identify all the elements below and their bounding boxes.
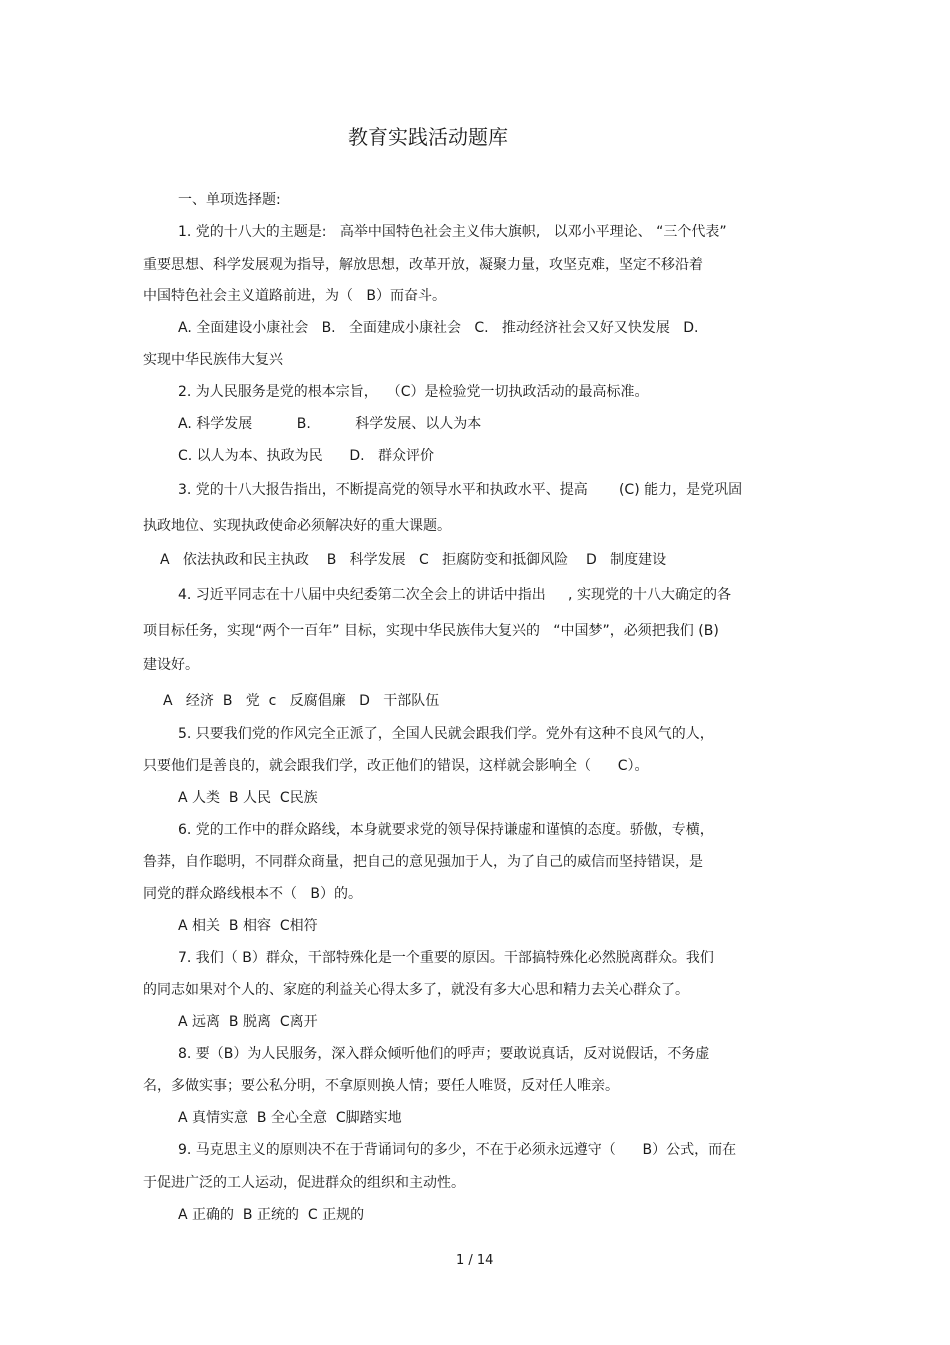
- text-line: 3. 党的十八大报告指出，不断提高党的领导水平和执政水平、提高 (C) 能力，是党巩固: [178, 482, 743, 498]
- text-line: 只要他们是善良的，就会跟我们学，改正他们的错误，这样就会影响全（ C）。: [143, 758, 649, 774]
- option-line: A 经济 B 党 c 反腐倡廉 D 干部队伍: [163, 693, 440, 709]
- section-heading: 一、单项选择题:: [178, 192, 281, 208]
- text-line: 执政地位、实现执政使命必须解决好的重大课题。: [143, 518, 451, 534]
- text-line: 鲁莽，自作聪明，不同群众商量，把自己的意见强加于人，为了自己的威信而坚持错误，是: [143, 854, 703, 870]
- page-number: 1 / 14: [456, 1253, 494, 1268]
- text-line: 同党的群众路线根本不（ B）的。: [143, 886, 362, 902]
- text-line: 实现中华民族伟大复兴: [143, 352, 283, 368]
- text-line: 的同志如果对个人的、家庭的利益关心得太多了，就没有多大心思和精力去关心群众了。: [143, 982, 689, 998]
- option-line: A 相关 B 相容 C相符: [178, 918, 318, 934]
- document-title: 教育实践活动题库: [348, 125, 508, 149]
- option-line: A 人类 B 人民 C民族: [178, 790, 318, 806]
- text-line: 重要思想、科学发展观为指导，解放思想，改革开放，凝聚力量，攻坚克难，坚定不移沿着: [143, 257, 703, 273]
- option-line: A. 科学发展 B. 科学发展、以人为本: [178, 416, 482, 432]
- text-line: 7. 我们（ B）群众，干部特殊化是一个重要的原因。干部搞特殊化必然脱离群众。我们: [178, 950, 714, 966]
- option-line: A. 全面建设小康社会 B. 全面建成小康社会 C. 推动经济社会又好又快发展 D.: [178, 320, 699, 336]
- text-line: 2. 为人民服务是党的根本宗旨， （C）是检验党一切执政活动的最高标准。: [178, 384, 649, 400]
- text-line: 项目标任务，实现“两个一百年” 目标，实现中华民族伟大复兴的 “中国梦”，必须把我们 (B): [143, 623, 719, 639]
- text-line: 5. 只要我们党的作风完全正派了，全国人民就会跟我们学。党外有这种不良风气的人，: [178, 726, 714, 742]
- text-line: 名，多做实事；要公私分明，不拿原则换人情；要任人唯贤，反对任人唯亲。: [143, 1078, 619, 1094]
- option-line: A 远离 B 脱离 C离开: [178, 1014, 318, 1030]
- text-line: 4. 习近平同志在十八届中央纪委第二次全会上的讲话中指出 , 实现党的十八大确定的各: [178, 587, 731, 603]
- text-line: 中国特色社会主义道路前进，为（ B）而奋斗。: [143, 288, 446, 304]
- text-line: 1. 党的十八大的主题是: 高举中国特色社会主义伟大旗帜, 以邓小平理论、 “三个代表”: [178, 224, 727, 240]
- option-line: A 依法执政和民主执政 B 科学发展 C 拒腐防变和抵御风险 D 制度建设: [160, 552, 667, 568]
- text-line: 8. 要（B）为人民服务，深入群众倾听他们的呼声；要敢说真话，反对说假话，不务虚: [178, 1046, 710, 1062]
- text-line: 9. 马克思主义的原则决不在于背诵词句的多少，不在于必须永远遵守（ B）公式，而在: [178, 1142, 737, 1158]
- text-line: 6. 党的工作中的群众路线，本身就要求党的领导保持谦虚和谨慎的态度。骄傲，专横，: [178, 822, 714, 838]
- option-line: A 正确的 B 正统的 C 正规的: [178, 1207, 365, 1223]
- option-line: A 真情实意 B 全心全意 C脚踏实地: [178, 1110, 402, 1126]
- option-line: C. 以人为本、执政为民 D. 群众评价: [178, 448, 434, 464]
- text-line: 建设好。: [143, 657, 199, 673]
- text-line: 于促进广泛的工人运动，促进群众的组织和主动性。: [143, 1175, 465, 1191]
